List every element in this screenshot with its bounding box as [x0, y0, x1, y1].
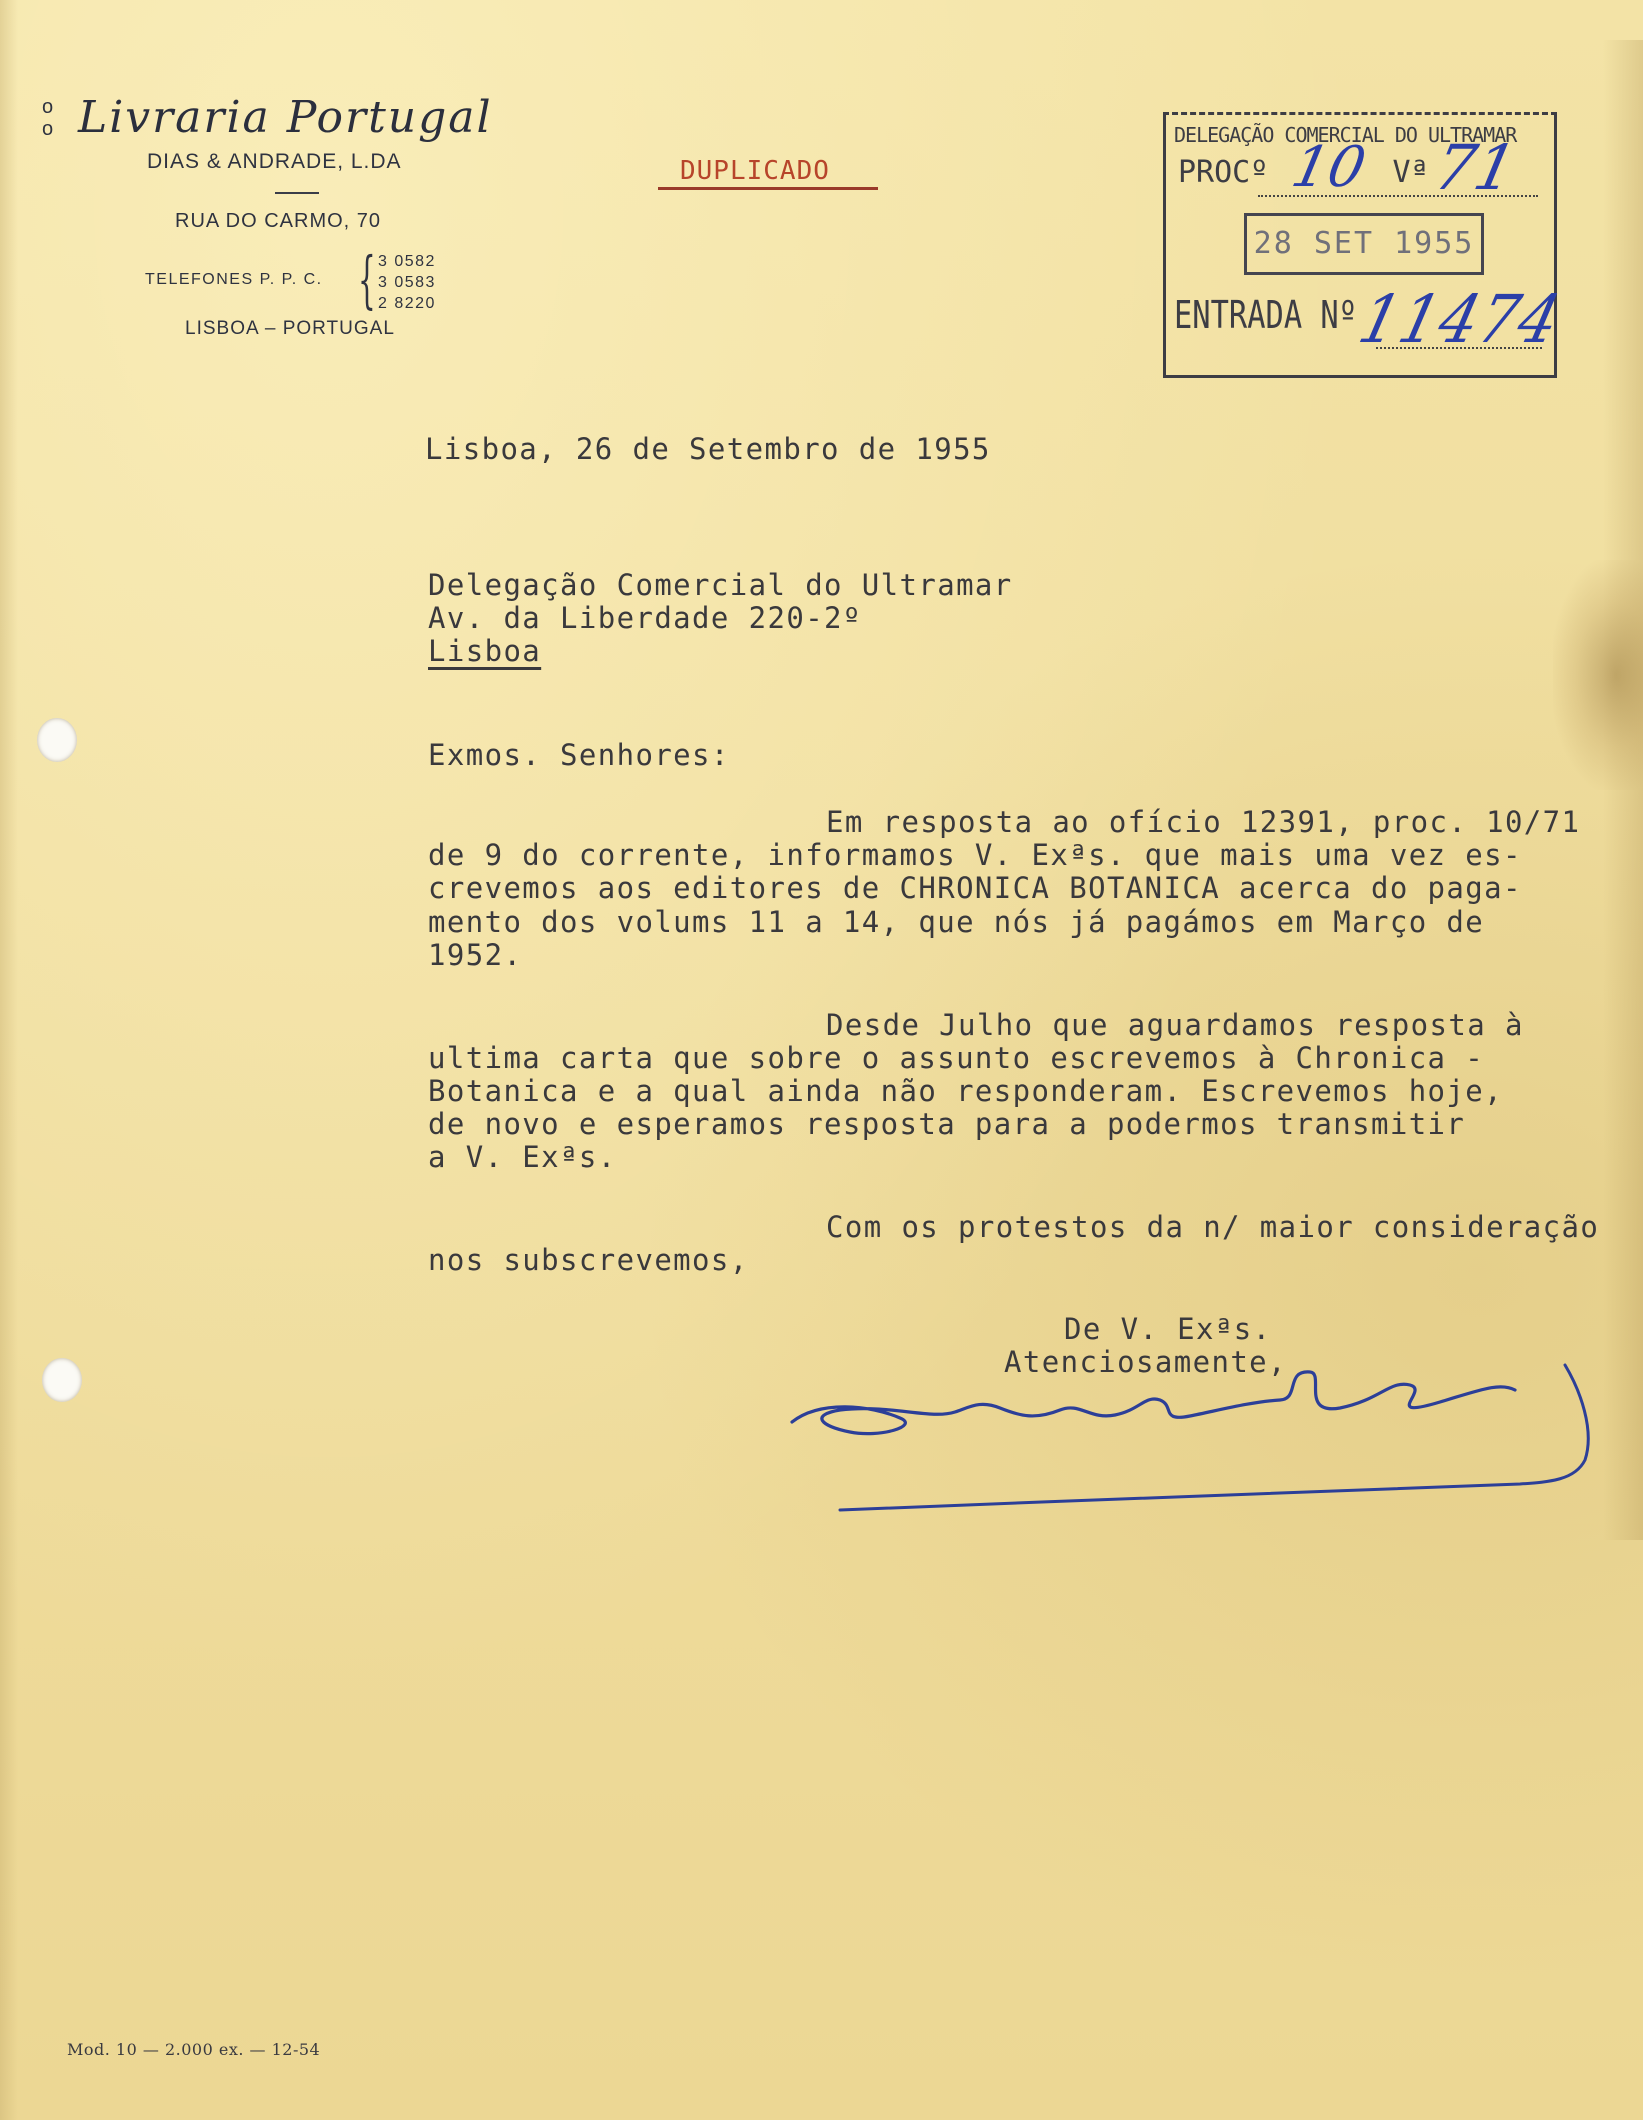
stamp-entrada-label: ENTRADA Nº [1174, 293, 1358, 337]
phones-label: TELEFONES P. P. C. [145, 271, 323, 288]
company-name: Livraria Portugal [78, 92, 493, 143]
paragraph-line: Em resposta ao ofício 12391, proc. 10/71 [826, 805, 1581, 839]
paper-edge-shading [0, 0, 18, 2120]
stamp-va-label: Vª [1392, 155, 1429, 190]
paragraph-line: de 9 do corrente, informamos V. Exªs. que mais uma vez es- [428, 838, 1522, 872]
paper-edge-stain [1603, 40, 1643, 1540]
signoff-line: Atenciosamente, [1004, 1345, 1287, 1379]
recipient-line: Delegação Comercial do Ultramar [428, 568, 1013, 602]
handwritten-proc-number: 10 [1286, 135, 1372, 200]
handwritten-signature [780, 1360, 1610, 1520]
closing-line: Com os protestos da n/ maior consideração [826, 1210, 1600, 1244]
phones-list [378, 251, 436, 314]
company-owners: DIAS & ANDRADE, L.DA [147, 150, 402, 173]
handwritten-va-number: 71 [1428, 131, 1523, 204]
paragraph-line: a V. Exªs. [428, 1140, 617, 1174]
punch-hole-top [37, 718, 77, 762]
company-address: RUA DO CARMO, 70 [175, 210, 382, 232]
salutation: Exmos. Senhores: [428, 738, 730, 772]
phone-number: 3 0583 [378, 274, 436, 291]
recipient-city: Lisboa [428, 634, 542, 668]
closing-line: nos subscrevemos, [428, 1243, 749, 1277]
phones-brace: { [358, 243, 376, 316]
letter-date: Lisboa, 26 de Setembro de 1955 [425, 432, 991, 466]
stamp-date: 28 SET 1955 [1244, 213, 1484, 275]
paragraph-line: Botanica e a qual ainda não responderam. Escrevemos hoje, [428, 1074, 1503, 1108]
phone-number: 3 0582 [378, 253, 436, 270]
paragraph-line: mento dos volums 11 a 14, que nós já pagámos em Março de [428, 905, 1485, 939]
letterhead-ornament: o o [42, 96, 54, 140]
form-model-footer: Mod. 10 — 2.000 ex. — 12-54 [67, 2040, 321, 2059]
recipient-line: Av. da Liberdade 220-2º [428, 601, 862, 635]
paragraph-line: Desde Julho que aguardamos resposta à [826, 1008, 1524, 1042]
paragraph-line: ultima carta que sobre o assunto escrevemos à Chronica - [428, 1041, 1485, 1075]
stamp-proc-label: PROCº [1178, 155, 1269, 190]
paragraph-line: crevemos aos editores de CHRONICA BOTANICA acerca do paga- [428, 871, 1522, 905]
water-stain [1553, 560, 1643, 790]
letterhead-divider [275, 192, 319, 194]
handwritten-entrada-number: 11474 [1351, 281, 1569, 358]
company-city: LISBOA – PORTUGAL [185, 318, 395, 339]
receipt-stamp [1163, 112, 1569, 378]
phone-number: 2 8220 [378, 295, 436, 312]
signoff-line: De V. Exªs. [1064, 1312, 1272, 1346]
duplicate-mark: DUPLICADO [680, 156, 830, 186]
paragraph-line: de novo e esperamos resposta para a podermos transmitir [428, 1107, 1466, 1141]
duplicate-underline [658, 187, 878, 190]
stamp-header: DELEGAÇÃO COMERCIAL DO ULTRAMAR [1174, 123, 1517, 147]
punch-hole-bottom [42, 1358, 82, 1402]
paragraph-line: 1952. [428, 938, 523, 972]
